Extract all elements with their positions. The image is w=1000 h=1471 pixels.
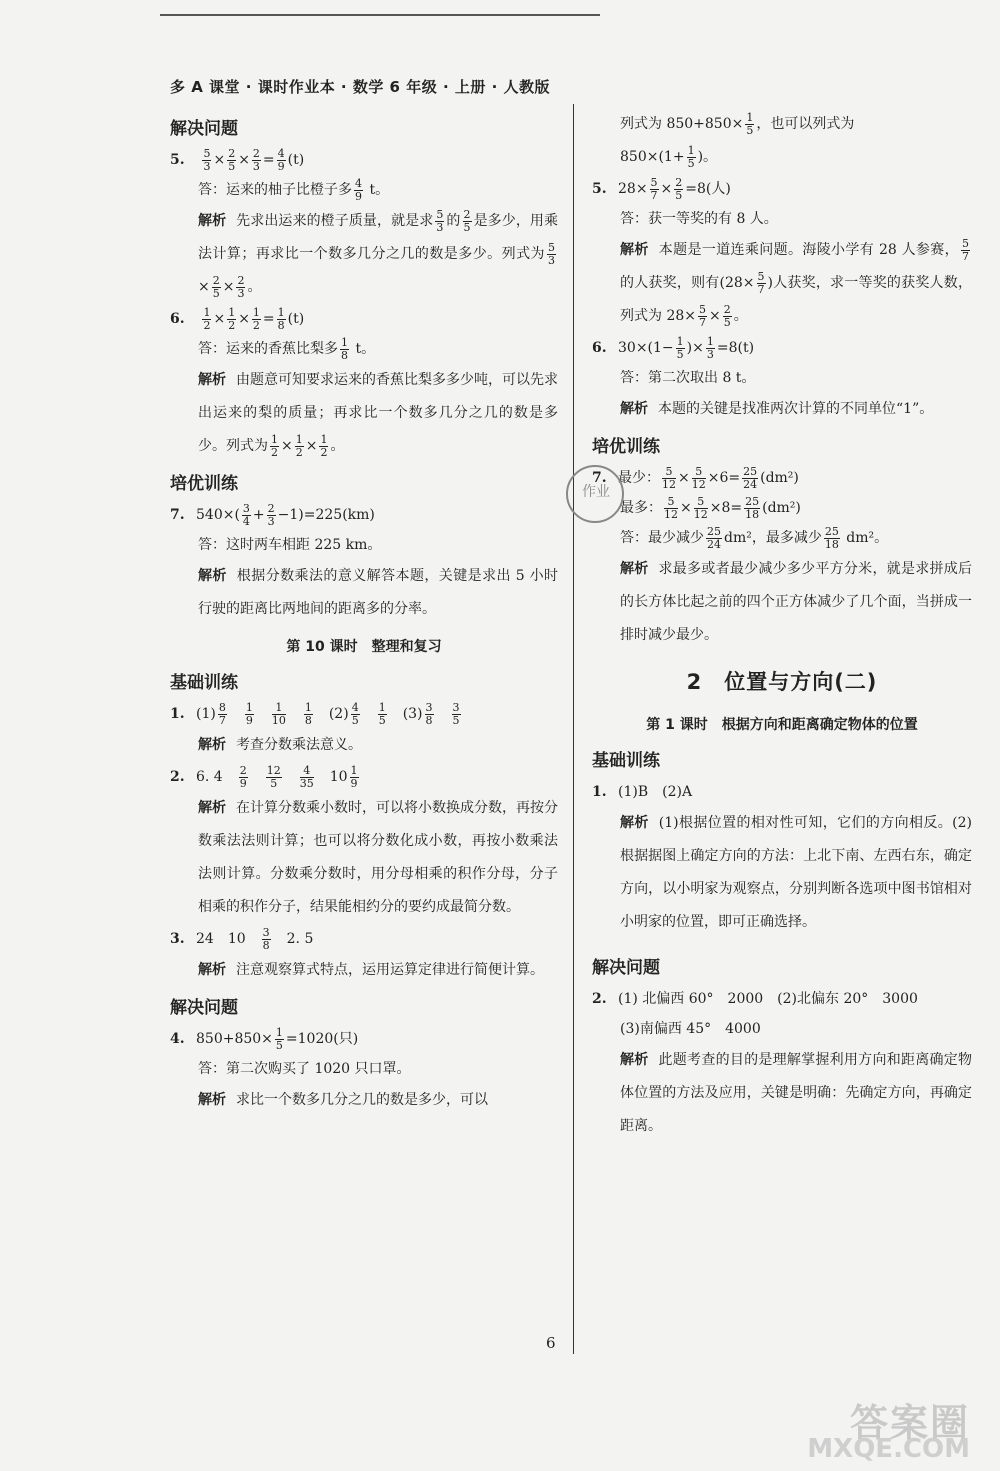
analysis: 解析 求比一个数多几分之几的数是多少，可以 (198, 1092, 488, 1108)
analysis: 解析 在计算分数乘小数时，可以将小数换成分数，再按分数乘法法则计算；也可以将分数化成小数，再按小数乘法法则计算。分数乘分数时，用分母相乘的积作分母，分子相乘的积作分子，结果能相约分的要约成最简分数。 (198, 800, 558, 915)
analysis: 解析 注意观察算式特点，运用运算定律进行简便计算。 (198, 962, 544, 978)
answer-line: (3)南偏西 45° 4000 (620, 1021, 761, 1037)
page-number: 6 (546, 1334, 556, 1352)
analysis: 解析 求最多或者最少减少多少平方分米，就是求拼成后的长方体比起之前的四个正方体减少了几个面，当拼成一排时减少最少。 (620, 561, 973, 643)
basic-1: 1. (1) $\frac{8}{7}$ $\frac{1}{9}$ $\frac{1}{10}$ $\frac{1}{8}$ (2) $\frac{4}{5}$ $\frac{1}{5}$ (3) $\frac{3}{8}$ $\frac{3}{5}$ (170, 700, 460, 727)
continued-text: 850×(1+ $\frac{1}{5}$ )。 (620, 143, 718, 170)
section-title: 解决问题 (592, 958, 660, 978)
answer: 答：运来的柚子比橙子多 $\frac{4}{9}$ t。 (198, 176, 390, 203)
analysis: 解析 (1)根据位置的相对性可知，它们的方向相反。(2)根据据图上确定方向的方法：上北下南、左西右东，确定方向，以小明家为观察点，分别判断各选项中图书馆相对小明家的位置，即可正确选择。 (620, 815, 972, 930)
lesson-title: 第 10 课时 整理和复习 (286, 639, 442, 655)
basic-2: 2. 6. 4 $\frac{2}{9}$ $\frac{12}{5}$ $\frac{4}{35}$ 10 $\frac{1}{9}$ (170, 763, 358, 790)
section-title: 基础训练 (170, 673, 238, 693)
analysis: 解析 考查分数乘法意义。 (198, 737, 362, 753)
continued-text: 列式为 850+850× $\frac{1}{5}$ ，也可以列式为 (620, 110, 855, 137)
analysis: 解析 本题的关键是找准两次计算的不同单位“1”。 (620, 401, 934, 417)
answer: 答：运来的香蕉比梨多 $\frac{1}{8}$ t。 (198, 335, 376, 362)
question-5: 5. 28× $\frac{5}{7}$ × $\frac{2}{5}$ =8(人) (592, 175, 731, 202)
running-header: 多 A 课堂 · 课时作业本 · 数学 6 年级 · 上册 · 人教版 (170, 78, 551, 96)
analysis: 解析 根据分数乘法的意义解答本题，关键是求出 5 小时行驶的距离比两地间的距离多的分率。 (198, 568, 559, 617)
watermark-url: MXQE.COM (807, 1434, 970, 1464)
basic-1: 1. (1)B (2)A (592, 784, 693, 800)
analysis: 解析 本题是一道连乘问题。海陵小学有 28 人参赛， $\frac{5}{7}$ 的人获奖，则有(28× $\frac{5}{7}$ )人获奖，求一等奖的获奖人数，列式为 28× $\frac{5}{7}$ × $\frac{2}{5}$ 。 (620, 236, 972, 329)
answer: 答：这时两车相距 225 km。 (198, 537, 382, 553)
question-7: 7. 最少： $\frac{5}{12}$ × $\frac{5}{12}$ ×6= $\frac{25}{24}$ (dm²) (592, 464, 799, 491)
answer: 答：最少减少 $\frac{25}{24}$ dm²，最多减少 $\frac{25}{18}$ dm²。 (620, 524, 889, 551)
section-title: 基础训练 (592, 751, 660, 771)
column-divider (573, 104, 574, 1354)
analysis: 解析 此题考查的目的是理解掌握利用方向和距离确定物体位置的方法及应用，关键是明确：先确定方向，再确定距离。 (620, 1052, 973, 1134)
basic-3: 3. 24 10 $\frac{3}{8}$ 2. 5 (170, 925, 314, 952)
question-7: 7. 540×( $\frac{3}{4}$ + $\frac{2}{3}$ −1)=225(km) (170, 501, 375, 528)
analysis: 解析 先求出运来的橙子质量，就是求 $\frac{5}{3}$ 的 $\frac{2}{5}$ 是多少，用乘法计算；再求比一个数多几分之几的数是多少。列式为 $\frac{5}{3}$ × $\frac{2}{5}$ × $\frac{2}{3}$ 。 (198, 207, 559, 300)
section-title: 培优训练 (170, 474, 238, 494)
question-2: 2. (1) 北偏西 60° 2000 (2)北偏东 20° 3000 (592, 991, 918, 1007)
question-6: 6. $\frac{1}{2}$ × $\frac{1}{2}$ × $\frac{1}{2}$ = $\frac{1}{8}$ (t) (170, 305, 305, 332)
top-rule (160, 14, 600, 16)
section-title: 培优训练 (592, 437, 660, 457)
watermark-logo: 答案圈 (849, 1401, 970, 1445)
left-column (170, 108, 558, 1117)
answer: 答：获一等奖的有 8 人。 (620, 211, 778, 227)
unit-title: 2 位置与方向(二) (686, 670, 878, 694)
question-5: 5. $\frac{5}{3}$ × $\frac{2}{5}$ × $\frac{2}{3}$ = $\frac{4}{9}$ (t) (170, 146, 305, 173)
question-6: 6. 30×(1− $\frac{1}{5}$ )× $\frac{1}{3}$ =8(t) (592, 334, 755, 361)
answer: 答：第二次取出 8 t。 (620, 370, 756, 386)
section-title: 解决问题 (170, 998, 238, 1018)
right-column (592, 108, 972, 1143)
analysis: 解析 由题意可知要求运来的香蕉比梨多多少吨，可以先求出运来的梨的质量；再求比一个数多几分之几的数是多少。列式为 $\frac{1}{2}$ × $\frac{1}{2}$ × $\frac{1}{2}$ 。 (198, 372, 558, 459)
max-line: 最多： $\frac{5}{12}$ × $\frac{5}{12}$ ×8= $\frac{25}{18}$ (dm²) (620, 494, 801, 521)
lesson-title: 第 1 课时 根据方向和距离确定物体的位置 (646, 717, 918, 733)
question-4: 4. 850+850× $\frac{1}{5}$ =1020(只) (170, 1025, 359, 1052)
section-title: 解决问题 (170, 119, 238, 139)
answer: 答：第二次购买了 1020 只口罩。 (198, 1061, 411, 1077)
stamp-seal: 作业 (566, 465, 624, 523)
